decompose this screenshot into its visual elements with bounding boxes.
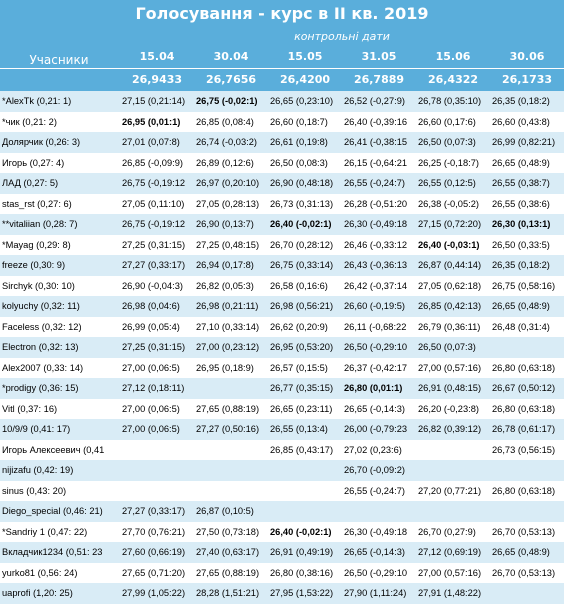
- table-row: [0, 91, 564, 112]
- table-row: [0, 112, 564, 133]
- forecast-cell: 27,95 (1,53:22): [268, 583, 342, 604]
- forecast-cell: 27,25 (0,31:15): [120, 337, 194, 358]
- forecast-cell: 26,99 (0,82:21): [490, 132, 564, 153]
- forecast-cell: [490, 460, 564, 481]
- forecast-cell: 26,50 (-0,29:10: [342, 563, 416, 584]
- table-row: [0, 132, 564, 153]
- forecast-cell: 26,67 (0,50:12): [490, 378, 564, 399]
- participant-name: Diego_special (0,46: 21): [0, 501, 120, 522]
- table-row: [0, 460, 564, 481]
- forecast-cell: 26,95 (0,53:20): [268, 337, 342, 358]
- forecast-cell: 26,98 (0,56:21): [268, 296, 342, 317]
- forecast-cell: 26,52 (-0,27:9): [342, 91, 416, 112]
- forecast-cell: 26,60 (0,43:8): [490, 112, 564, 133]
- forecast-cell: 26,85 (0,43:17): [268, 440, 342, 461]
- forecast-cell: 26,82 (0,39:12): [416, 419, 490, 440]
- forecast-cell: [194, 460, 268, 481]
- actual-rate: 26,9433: [131, 73, 183, 86]
- participants-column-header: Учасники: [29, 53, 89, 67]
- forecast-cell: 26,20 (-0,23:8): [416, 399, 490, 420]
- participant-name: uaprofi (1,20: 25): [0, 583, 120, 604]
- forecast-cell: 26,50 (0,07:3): [416, 132, 490, 153]
- forecast-cell: [194, 440, 268, 461]
- forecast-cell: [268, 501, 342, 522]
- forecast-cell: 26,75 (-0,02:1): [194, 91, 268, 112]
- forecast-cell: 27,99 (1,05:22): [120, 583, 194, 604]
- forecast-cell: 26,48 (0,31:4): [490, 317, 564, 338]
- forecast-cell: 27,65 (0,88:19): [194, 399, 268, 420]
- forecast-cell: 26,35 (0,18:2): [490, 91, 564, 112]
- forecast-cell: 26,87 (0,44:14): [416, 255, 490, 276]
- forecast-cell: 26,58 (0,16:6): [268, 276, 342, 297]
- forecast-cell: 26,46 (-0,33:12: [342, 235, 416, 256]
- forecast-cell: 27,05 (0,62:18): [416, 276, 490, 297]
- actual-rate: 26,7656: [205, 73, 257, 86]
- control-dates-subtitle: контрольні дати: [294, 30, 390, 43]
- forecast-cell: 26,11 (-0,68:22: [342, 317, 416, 338]
- date-header: 30.06: [509, 50, 545, 63]
- forecast-cell: 26,94 (0,17:8): [194, 255, 268, 276]
- date-header: 31.05: [361, 50, 397, 63]
- forecast-cell: 27,25 (0,31:15): [120, 235, 194, 256]
- table-row: [0, 501, 564, 522]
- participant-name: nijizafu (0,42: 19): [0, 460, 120, 481]
- forecast-cell: 26,38 (-0,05:2): [416, 194, 490, 215]
- forecast-cell: 26,30 (-0,49:18: [342, 214, 416, 235]
- forecast-cell: 26,40 (-0,39:16: [342, 112, 416, 133]
- votes-table: [0, 91, 564, 604]
- forecast-cell: 26,40 (-0,02:1): [268, 522, 342, 543]
- forecast-cell: 26,65 (-0,14:3): [342, 542, 416, 563]
- forecast-cell: 26,70 (0,53:13): [490, 522, 564, 543]
- forecast-cell: 26,42 (-0,37:14: [342, 276, 416, 297]
- participant-name: *Sandriy 1 (0,47: 22): [0, 522, 120, 543]
- forecast-cell: 26,79 (0,36:11): [416, 317, 490, 338]
- forecast-cell: 26,80 (0,38:16): [268, 563, 342, 584]
- forecast-cell: 27,70 (0,76:21): [120, 522, 194, 543]
- forecast-cell: 26,78 (0,61:17): [490, 419, 564, 440]
- participant-name: *Mayag (0,29: 8): [0, 235, 120, 256]
- table-row: [0, 337, 564, 358]
- forecast-cell: 27,00 (0,57:16): [416, 563, 490, 584]
- actual-rate: 26,4322: [427, 73, 479, 86]
- table-row: [0, 214, 564, 235]
- participant-name: **vitaliian (0,28: 7): [0, 214, 120, 235]
- forecast-cell: 27,10 (0,33:14): [194, 317, 268, 338]
- table-row: [0, 358, 564, 379]
- forecast-cell: 26,75 (-0,19:12: [120, 214, 194, 235]
- forecast-cell: 26,74 (-0,03:2): [194, 132, 268, 153]
- participant-name: Sirchyk (0,30: 10): [0, 276, 120, 297]
- forecast-cell: 26,80 (0,63:18): [490, 358, 564, 379]
- table-row: [0, 378, 564, 399]
- forecast-cell: [194, 481, 268, 502]
- forecast-cell: 27,05 (0,28:13): [194, 194, 268, 215]
- participant-name: yurko81 (0,56: 24): [0, 563, 120, 584]
- participant-name: stas_rst (0,27: 6): [0, 194, 120, 215]
- forecast-cell: 26,55 (-0,24:7): [342, 173, 416, 194]
- table-row: [0, 440, 564, 461]
- forecast-cell: 26,75 (0,33:14): [268, 255, 342, 276]
- forecast-cell: 26,85 (0,08:4): [194, 112, 268, 133]
- forecast-cell: 28,28 (1,51:21): [194, 583, 268, 604]
- forecast-cell: [120, 481, 194, 502]
- forecast-cell: 26,41 (-0,38:15: [342, 132, 416, 153]
- forecast-cell: 26,95 (0,18:9): [194, 358, 268, 379]
- forecast-cell: 27,05 (0,11:10): [120, 194, 194, 215]
- forecast-cell: 26,65 (0,23:10): [268, 91, 342, 112]
- forecast-cell: [490, 583, 564, 604]
- participant-name: Alex2007 (0,33: 14): [0, 358, 120, 379]
- actual-rate: 26,1733: [501, 73, 553, 86]
- forecast-cell: [120, 460, 194, 481]
- forecast-cell: 26,50 (-0,29:10: [342, 337, 416, 358]
- forecast-cell: 26,82 (0,05:3): [194, 276, 268, 297]
- forecast-cell: 26,99 (0,05:4): [120, 317, 194, 338]
- forecast-cell: 26,90 (-0,04:3): [120, 276, 194, 297]
- forecast-cell: 26,98 (0,04:6): [120, 296, 194, 317]
- forecast-cell: 26,98 (0,21:11): [194, 296, 268, 317]
- forecast-cell: [490, 501, 564, 522]
- forecast-cell: 27,00 (0,06:5): [120, 419, 194, 440]
- forecast-cell: 26,00 (-0,79:23: [342, 419, 416, 440]
- table-row: [0, 542, 564, 563]
- forecast-cell: 27,27 (0,50:16): [194, 419, 268, 440]
- forecast-cell: 26,70 (0,53:13): [490, 563, 564, 584]
- forecast-cell: 27,40 (0,63:17): [194, 542, 268, 563]
- forecast-cell: 27,00 (0,06:5): [120, 358, 194, 379]
- forecast-cell: 26,77 (0,35:15): [268, 378, 342, 399]
- table-row: [0, 419, 564, 440]
- table-header: [0, 0, 564, 91]
- forecast-cell: 26,70 (0,28:12): [268, 235, 342, 256]
- forecast-cell: 27,00 (0,23:12): [194, 337, 268, 358]
- date-header: 15.04: [139, 50, 175, 63]
- forecast-cell: 26,80 (0,01:1): [342, 378, 416, 399]
- forecast-cell: 26,85 (0,42:13): [416, 296, 490, 317]
- forecast-cell: 26,15 (-0,64:21: [342, 153, 416, 174]
- forecast-cell: 26,65 (0,48:9): [490, 153, 564, 174]
- forecast-cell: 26,60 (-0,19:5): [342, 296, 416, 317]
- forecast-cell: 26,87 (0,10:5): [194, 501, 268, 522]
- table-row: [0, 276, 564, 297]
- table-row: [0, 173, 564, 194]
- participant-name: *чик (0,21: 2): [0, 112, 120, 133]
- forecast-cell: 27,02 (0,23:6): [342, 440, 416, 461]
- participant-name: kolyuchy (0,32: 11): [0, 296, 120, 317]
- forecast-cell: 26,60 (0,18:7): [268, 112, 342, 133]
- forecast-cell: 26,35 (0,18:2): [490, 255, 564, 276]
- participant-name: freeze (0,30: 9): [0, 255, 120, 276]
- forecast-cell: 27,25 (0,48:15): [194, 235, 268, 256]
- forecast-cell: 26,50 (0,33:5): [490, 235, 564, 256]
- forecast-cell: 26,43 (-0,36:13: [342, 255, 416, 276]
- forecast-cell: 26,55 (0,13:4): [268, 419, 342, 440]
- forecast-cell: [194, 378, 268, 399]
- forecast-cell: 27,91 (1,48:22): [416, 583, 490, 604]
- table-row: [0, 194, 564, 215]
- forecast-cell: 26,28 (-0,51:20: [342, 194, 416, 215]
- forecast-cell: 27,65 (0,88:19): [194, 563, 268, 584]
- table-row: [0, 317, 564, 338]
- forecast-cell: 27,12 (0,69:19): [416, 542, 490, 563]
- table-row: [0, 153, 564, 174]
- forecast-cell: 27,50 (0,73:18): [194, 522, 268, 543]
- forecast-cell: [490, 337, 564, 358]
- forecast-cell: 26,37 (-0,42:17: [342, 358, 416, 379]
- forecast-cell: 26,80 (0,63:18): [490, 481, 564, 502]
- forecast-cell: 26,65 (-0,14:3): [342, 399, 416, 420]
- forecast-cell: [416, 440, 490, 461]
- forecast-cell: 27,15 (0,72:20): [416, 214, 490, 235]
- forecast-cell: 27,65 (0,71:20): [120, 563, 194, 584]
- forecast-cell: 26,57 (0,15:5): [268, 358, 342, 379]
- forecast-cell: 26,70 (-0,09:2): [342, 460, 416, 481]
- forecast-cell: 26,61 (0,19:8): [268, 132, 342, 153]
- forecast-cell: 26,91 (0,48:15): [416, 378, 490, 399]
- date-header: 30.04: [213, 50, 249, 63]
- forecast-cell: 27,01 (0,07:8): [120, 132, 194, 153]
- forecast-cell: 26,55 (0,38:7): [490, 173, 564, 194]
- participant-name: Долярчик (0,26: 3): [0, 132, 120, 153]
- forecast-cell: 26,90 (0,48:18): [268, 173, 342, 194]
- forecast-cell: 27,27 (0,33:17): [120, 501, 194, 522]
- table-row: [0, 583, 564, 604]
- forecast-cell: 26,75 (0,58:16): [490, 276, 564, 297]
- forecast-cell: [120, 440, 194, 461]
- forecast-cell: 27,00 (0,57:16): [416, 358, 490, 379]
- table-row: [0, 255, 564, 276]
- forecast-cell: 26,55 (-0,24:7): [342, 481, 416, 502]
- forecast-cell: 26,85 (-0,09:9): [120, 153, 194, 174]
- forecast-cell: 26,65 (0,48:9): [490, 296, 564, 317]
- participant-name: Игорь (0,27: 4): [0, 153, 120, 174]
- participant-name: *prodigy (0,36: 15): [0, 378, 120, 399]
- forecast-cell: 26,25 (-0,18:7): [416, 153, 490, 174]
- forecast-cell: 26,65 (0,23:11): [268, 399, 342, 420]
- forecast-cell: 27,27 (0,33:17): [120, 255, 194, 276]
- participant-name: ЛАД (0,27: 5): [0, 173, 120, 194]
- forecast-cell: 26,60 (0,17:6): [416, 112, 490, 133]
- participant-name: Игорь Алексеевич (0,41: [0, 440, 120, 461]
- actual-rate: 26,4200: [279, 73, 331, 86]
- forecast-cell: 26,40 (-0,02:1): [268, 214, 342, 235]
- forecast-cell: 27,15 (0,21:14): [120, 91, 194, 112]
- table-row: [0, 399, 564, 420]
- participant-name: sinus (0,43: 20): [0, 481, 120, 502]
- forecast-cell: 26,73 (0,31:13): [268, 194, 342, 215]
- participant-name: 10/9/9 (0,41: 17): [0, 419, 120, 440]
- participant-name: Vitl (0,37: 16): [0, 399, 120, 420]
- forecast-cell: 26,50 (0,08:3): [268, 153, 342, 174]
- forecast-cell: 26,73 (0,56:15): [490, 440, 564, 461]
- forecast-cell: [416, 460, 490, 481]
- votes-table-body: [0, 91, 564, 604]
- forecast-cell: 27,60 (0,66:19): [120, 542, 194, 563]
- forecast-cell: 27,00 (0,06:5): [120, 399, 194, 420]
- participant-name: *AlexTk (0,21: 1): [0, 91, 120, 112]
- forecast-cell: 26,55 (0,12:5): [416, 173, 490, 194]
- forecast-cell: 26,65 (0,48:9): [490, 542, 564, 563]
- forecast-cell: 26,91 (0,49:19): [268, 542, 342, 563]
- forecast-cell: 26,70 (0,27:9): [416, 522, 490, 543]
- subtitle-row: [0, 28, 564, 46]
- forecast-cell: 26,75 (-0,19:12: [120, 173, 194, 194]
- forecast-cell: 26,78 (0,35:10): [416, 91, 490, 112]
- forecast-cell: 26,90 (0,13:7): [194, 214, 268, 235]
- participant-name: Electron (0,32: 13): [0, 337, 120, 358]
- table-row: [0, 296, 564, 317]
- forecast-cell: 26,80 (0,63:18): [490, 399, 564, 420]
- forecast-cell: 27,90 (1,11:24): [342, 583, 416, 604]
- table-row: [0, 481, 564, 502]
- forecast-cell: [268, 481, 342, 502]
- table-row: [0, 235, 564, 256]
- actual-rate: 26,7889: [353, 73, 405, 86]
- date-header: 15.06: [435, 50, 471, 63]
- forecast-cell: 26,95 (0,01:1): [120, 112, 194, 133]
- forecast-cell: 26,89 (0,12:6): [194, 153, 268, 174]
- forecast-cell: [268, 460, 342, 481]
- forecast-cell: 27,20 (0,77:21): [416, 481, 490, 502]
- forecast-cell: 27,12 (0,18:11): [120, 378, 194, 399]
- forecast-cell: 26,62 (0,20:9): [268, 317, 342, 338]
- forecast-cell: 26,97 (0,20:10): [194, 173, 268, 194]
- forecast-cell: 26,55 (0,38:6): [490, 194, 564, 215]
- table-row: [0, 522, 564, 543]
- date-header: 15.05: [287, 50, 323, 63]
- forecast-cell: 26,30 (-0,49:18: [342, 522, 416, 543]
- forecast-cell: 26,40 (-0,03:1): [416, 235, 490, 256]
- table-row: [0, 563, 564, 584]
- page-title: Голосування - курс в II кв. 2019: [135, 4, 429, 23]
- forecast-cell: [416, 501, 490, 522]
- forecast-cell: 26,50 (0,07:3): [416, 337, 490, 358]
- forecast-cell: 26,30 (0,13:1): [490, 214, 564, 235]
- participant-name: Faceless (0,32: 12): [0, 317, 120, 338]
- participant-name: Вкладчик1234 (0,51: 23: [0, 542, 120, 563]
- forecast-cell: [342, 501, 416, 522]
